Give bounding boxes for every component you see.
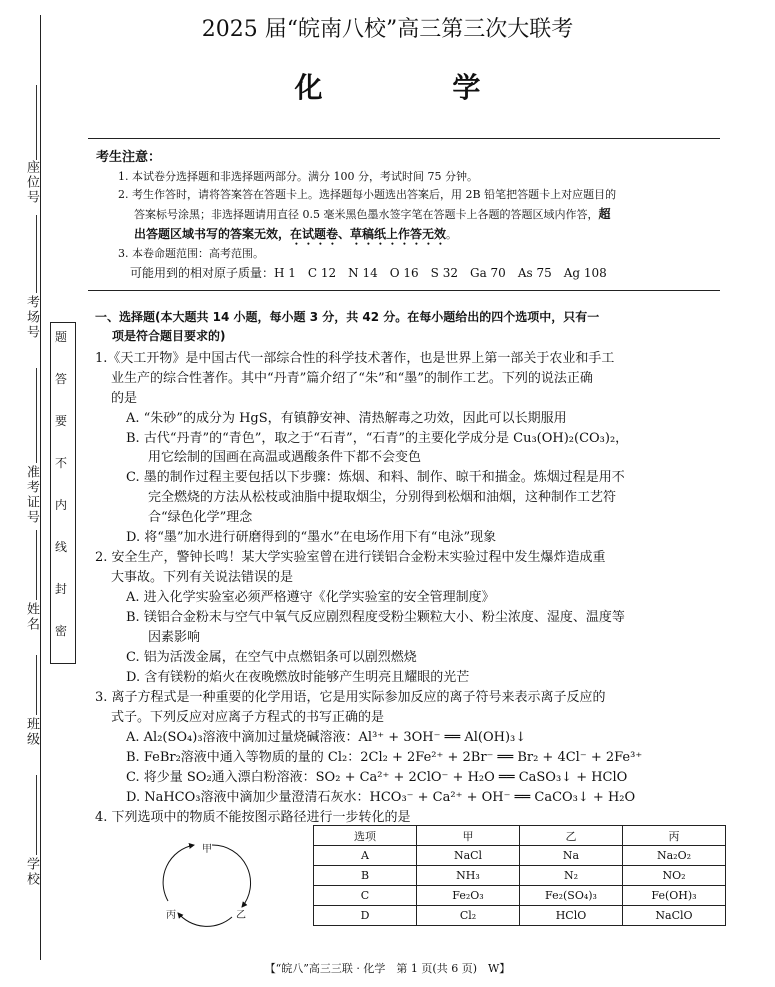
seal-char: 密 (55, 624, 68, 638)
table-header-row (314, 826, 726, 846)
q3-option-a: A. Al₂(SO₄)₃溶液中滴加过量烧碱溶液：Al³⁺ + 3OH⁻ ══ Al(OH)₃↓ (126, 730, 527, 745)
question-4: 4. 下列选项中的物质不能按图示路径进行一步转化的是 (95, 810, 411, 825)
table-header: 甲 (417, 826, 520, 846)
question-2-cont: 大事故。下列有关说法错误的是 (111, 570, 294, 585)
seal-char: 内 (55, 498, 68, 512)
q2-option-d: D. 含有镁粉的焰火在夜晚燃放时能够产生明亮且耀眼的光芒 (126, 670, 470, 685)
table-cell: Cl₂ (417, 906, 520, 926)
table-header: 丙 (623, 826, 726, 846)
notice-heading: 考生注意： (96, 150, 162, 165)
question-3-cont: 式子。下列反应对应离子方程式的书写正确的是 (111, 710, 385, 725)
table-cell: NH₃ (417, 866, 520, 886)
table-row (314, 866, 726, 886)
question-2: 2. 安全生产，警钟长鸣！某大学实验室曾在进行镁铝合金粉末实验过程中发生爆炸造成重 (95, 550, 606, 565)
atomic-masses: 可能用到的相对原子质量：H 1 C 12 N 14 O 16 S 32 Ga 70 As 75 Ag 108 (130, 266, 607, 280)
q3-option-d: D. NaHCO₃溶液中滴加少量澄清石灰水：HCO₃⁻ + Ca²⁺ + OH⁻ ══ CaCO₃↓ + H₂O (126, 790, 636, 805)
notice-line: 2. 考生作答时，请将答案答在答题卡上。选择题每小题选出答案后，用 2B 铅笔把答题卡上对应题目的 (118, 188, 617, 201)
table-header: 乙 (520, 826, 623, 846)
exam-title: 2025 届“皖南八校”高三第三次大联考 (201, 17, 574, 42)
q1-option-c-cont: 完全燃烧的方法从松枝或油脂中提取烟尘，分别得到松烟和油烟，这种制作工艺符 (148, 490, 617, 505)
q1-option-c-cont: 合“绿色化学”理念 (148, 510, 253, 525)
table-cell: C (314, 886, 417, 906)
table-header: 选项 (314, 826, 417, 846)
q1-option-a: A. “朱砂”的成分为 HgS，有镇静安神、清热解毒之功效，因此可以长期服用 (126, 411, 567, 426)
notice-line: 出答题区域书写的答案无效，在试题卷、草稿纸上作答无效。 (134, 227, 458, 241)
table-cell: Na (520, 846, 623, 866)
q1-option-b: B. 古代“丹青”的“青色”，取之于“石青”，“石青”的主要化学成分是 Cu₃(OH)₂(CO₃)₂， (126, 431, 629, 446)
table-row (314, 886, 726, 906)
section-heading: 项是符合题目要求的) (112, 329, 226, 343)
q1-option-c: C. 墨的制作过程主要包括以下步骤：炼烟、和料、制作、晾干和描金。炼烟过程是用不 (126, 470, 625, 485)
table-cell: B (314, 866, 417, 886)
cycle-label-yi: 乙 (236, 910, 246, 921)
table-row (314, 846, 726, 866)
arrow-bing-to-jia (163, 845, 194, 901)
seal-char: 线 (55, 540, 68, 554)
arrow-yi-to-bing (178, 913, 232, 926)
class-blank (36, 655, 37, 715)
q2-option-b-cont: 因素影响 (148, 630, 201, 645)
room-label: 考场号 (24, 295, 39, 340)
ticket-blank (36, 368, 37, 463)
table-cell: Fe₂(SO₄)₃ (520, 886, 623, 906)
q4-options-table (313, 825, 726, 926)
table-cell: Na₂O₂ (623, 846, 726, 866)
table-cell: NaClO (623, 906, 726, 926)
q1-option-d: D. 将“墨”加水进行研磨得到的“墨水”在电场作用下有“电泳”现象 (126, 530, 497, 545)
question-1-cont: 业生产的综合性著作。其中“丹青”篇介绍了“朱”和“墨”的制作工艺。下列的说法正确 (111, 371, 593, 386)
cycle-label-jia: 甲 (202, 844, 212, 855)
section-heading: 一、选择题(本大题共 14 小题，每小题 3 分，共 42 分。在每小题给出的四个选项中，只有一 (95, 310, 600, 324)
table-cell: Fe(OH)₃ (623, 886, 726, 906)
seal-char: 不 (55, 456, 68, 470)
notice-line: 答案标号涂黑；非选择题请用直径 0.5 毫米黑色墨水签字笔在答题卡上各题的答题区域内作答，超 (134, 207, 611, 221)
notice-line: 3. 本卷命题范围：高考范围。 (118, 247, 264, 260)
table-cell: NO₂ (623, 866, 726, 886)
notice-bottom-rule (88, 290, 720, 291)
q3-option-c: C. 将少量 SO₂通入漂白粉溶液：SO₂ + Ca²⁺ + 2ClO⁻ + H₂O ══ CaSO₃↓ + HClO (126, 770, 628, 785)
table-cell: D (314, 906, 417, 926)
q2-option-c: C. 铝为活泼金属，在空气中点燃铝条可以剧烈燃烧 (126, 650, 417, 665)
cycle-label-bing: 丙 (166, 910, 176, 921)
q3-option-b: B. FeBr₂溶液中通入等物质的量的 Cl₂：2Cl₂ + 2Fe²⁺ + 2Br⁻ ══ Br₂ + 4Cl⁻ + 2Fe³⁺ (126, 750, 643, 765)
seal-char: 答 (55, 372, 68, 386)
name-blank (36, 530, 37, 600)
q2-option-b: B. 镁铝合金粉末与空气中氧气反应剧烈程度受粉尘颗粒大小、粉尘浓度、湿度、温度等 (126, 610, 625, 625)
page-footer: 【“皖八”高三三联 · 化学 第 1 页(共 6 页) W】 (264, 962, 511, 975)
table-cell: HClO (520, 906, 623, 926)
table-cell: Fe₂O₃ (417, 886, 520, 906)
table-cell: N₂ (520, 866, 623, 886)
school-label: 学校 (24, 857, 39, 887)
class-label: 班级 (24, 717, 39, 747)
seal-char: 封 (55, 582, 68, 596)
subject-title: 化 学 (294, 71, 541, 104)
name-label: 姓名 (24, 602, 39, 632)
arrow-jia-to-yi (212, 845, 251, 907)
seat-label: 座位号 (24, 160, 39, 205)
question-3: 3. 离子方程式是一种重要的化学用语，它是用实际参加反应的离子符号来表示离子反应的 (95, 690, 606, 705)
room-blank (36, 215, 37, 293)
notice-top-rule (88, 138, 720, 139)
seal-char: 题 (55, 330, 68, 344)
notice-line: 1. 本试卷分选择题和非选择题两部分。满分 100 分，考试时间 75 分钟。 (118, 170, 478, 183)
q1-option-b-cont: 用它绘制的国画在高温或遇酸条件下都不会变色 (148, 450, 422, 465)
question-1: 1.《天工开物》是中国古代一部综合性的科学技术著作，也是世界上第一部关于农业和手工 (95, 351, 615, 366)
school-blank (36, 775, 37, 855)
table-row (314, 906, 726, 926)
question-1-cont: 的是 (111, 391, 138, 406)
seal-char: 要 (55, 414, 68, 428)
ticket-label: 准考证号 (24, 465, 39, 525)
table-cell: A (314, 846, 417, 866)
q2-option-a: A. 进入化学实验室必须严格遵守《化学实验室的安全管理制度》 (126, 590, 495, 605)
table-cell: NaCl (417, 846, 520, 866)
